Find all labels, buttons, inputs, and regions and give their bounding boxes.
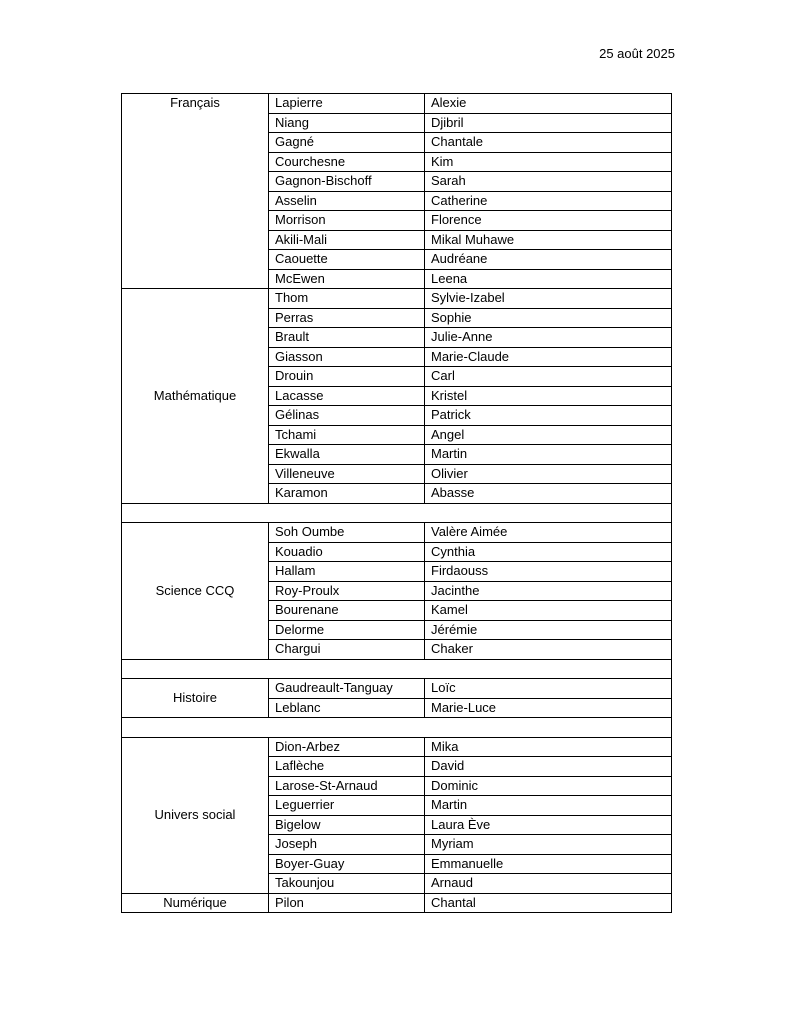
last-name-cell: Lapierre [269,94,425,114]
subject-cell-univers-social: Univers social [122,737,269,893]
last-name-cell: Takounjou [269,874,425,894]
last-name-cell: Giasson [269,347,425,367]
first-name-cell: Kristel [425,386,672,406]
first-name-cell: Jacinthe [425,581,672,601]
table-row [122,737,672,757]
first-name-cell: Angel [425,425,672,445]
last-name-cell: Leblanc [269,698,425,718]
last-name-cell: Niang [269,113,425,133]
first-name-cell: Marie-Luce [425,698,672,718]
first-name-cell: Laura Ève [425,815,672,835]
table-row [122,893,672,913]
last-name-cell: Boyer-Guay [269,854,425,874]
first-name-cell: Florence [425,211,672,231]
first-name-cell: Firdaouss [425,562,672,582]
last-name-cell: Bourenane [269,601,425,621]
first-name-cell: Arnaud [425,874,672,894]
last-name-cell: McEwen [269,269,425,289]
last-name-cell: Leguerrier [269,796,425,816]
last-name-cell: Gagné [269,133,425,153]
last-name-cell: Akili-Mali [269,230,425,250]
first-name-cell: Abasse [425,484,672,504]
first-name-cell: Chantal [425,893,672,913]
first-name-cell: Djibril [425,113,672,133]
last-name-cell: Gélinas [269,406,425,426]
last-name-cell: Thom [269,289,425,309]
first-name-cell: Julie-Anne [425,328,672,348]
first-name-cell: David [425,757,672,777]
staff-table-body [122,94,672,913]
last-name-cell: Brault [269,328,425,348]
first-name-cell: Kim [425,152,672,172]
last-name-cell: Dion-Arbez [269,737,425,757]
last-name-cell: Delorme [269,620,425,640]
subject-cell-histoire: Histoire [122,679,269,718]
first-name-cell: Jérémie [425,620,672,640]
first-name-cell: Sarah [425,172,672,192]
last-name-cell: Courchesne [269,152,425,172]
last-name-cell: Pilon [269,893,425,913]
last-name-cell: Chargui [269,640,425,660]
first-name-cell: Sylvie-Izabel [425,289,672,309]
table-row [122,289,672,309]
last-name-cell: Asselin [269,191,425,211]
spacer-cell [122,503,672,523]
first-name-cell: Martin [425,796,672,816]
last-name-cell: Kouadio [269,542,425,562]
last-name-cell: Villeneuve [269,464,425,484]
first-name-cell: Emmanuelle [425,854,672,874]
last-name-cell: Laflèche [269,757,425,777]
first-name-cell: Catherine [425,191,672,211]
first-name-cell: Cynthia [425,542,672,562]
last-name-cell: Karamon [269,484,425,504]
last-name-cell: Gaudreault-Tanguay [269,679,425,699]
last-name-cell: Gagnon-Bischoff [269,172,425,192]
first-name-cell: Olivier [425,464,672,484]
page-date: 25 août 2025 [599,46,675,61]
last-name-cell: Roy-Proulx [269,581,425,601]
subject-cell-numerique: Numérique [122,893,269,913]
last-name-cell: Morrison [269,211,425,231]
last-name-cell: Joseph [269,835,425,855]
first-name-cell: Kamel [425,601,672,621]
first-name-cell: Dominic [425,776,672,796]
table-row [122,523,672,543]
spacer-cell [122,718,672,738]
first-name-cell: Mika [425,737,672,757]
last-name-cell: Drouin [269,367,425,387]
last-name-cell: Lacasse [269,386,425,406]
table-row [122,679,672,699]
first-name-cell: Valère Aimée [425,523,672,543]
first-name-cell: Audréane [425,250,672,270]
first-name-cell: Leena [425,269,672,289]
last-name-cell: Hallam [269,562,425,582]
first-name-cell: Myriam [425,835,672,855]
first-name-cell: Mikal Muhawe [425,230,672,250]
subject-cell-francais: Français [122,94,269,289]
first-name-cell: Martin [425,445,672,465]
last-name-cell: Ekwalla [269,445,425,465]
first-name-cell: Patrick [425,406,672,426]
first-name-cell: Carl [425,367,672,387]
last-name-cell: Caouette [269,250,425,270]
subject-cell-mathematique: Mathématique [122,289,269,504]
last-name-cell: Perras [269,308,425,328]
spacer-row [122,659,672,679]
first-name-cell: Sophie [425,308,672,328]
first-name-cell: Alexie [425,94,672,114]
subject-cell-science-ccq: Science CCQ [122,523,269,660]
last-name-cell: Bigelow [269,815,425,835]
spacer-row [122,718,672,738]
staff-table [121,93,672,913]
last-name-cell: Tchami [269,425,425,445]
first-name-cell: Loïc [425,679,672,699]
first-name-cell: Chantale [425,133,672,153]
last-name-cell: Larose-St-Arnaud [269,776,425,796]
spacer-cell [122,659,672,679]
first-name-cell: Chaker [425,640,672,660]
first-name-cell: Marie-Claude [425,347,672,367]
last-name-cell: Soh Oumbe [269,523,425,543]
spacer-row [122,503,672,523]
table-row [122,94,672,114]
